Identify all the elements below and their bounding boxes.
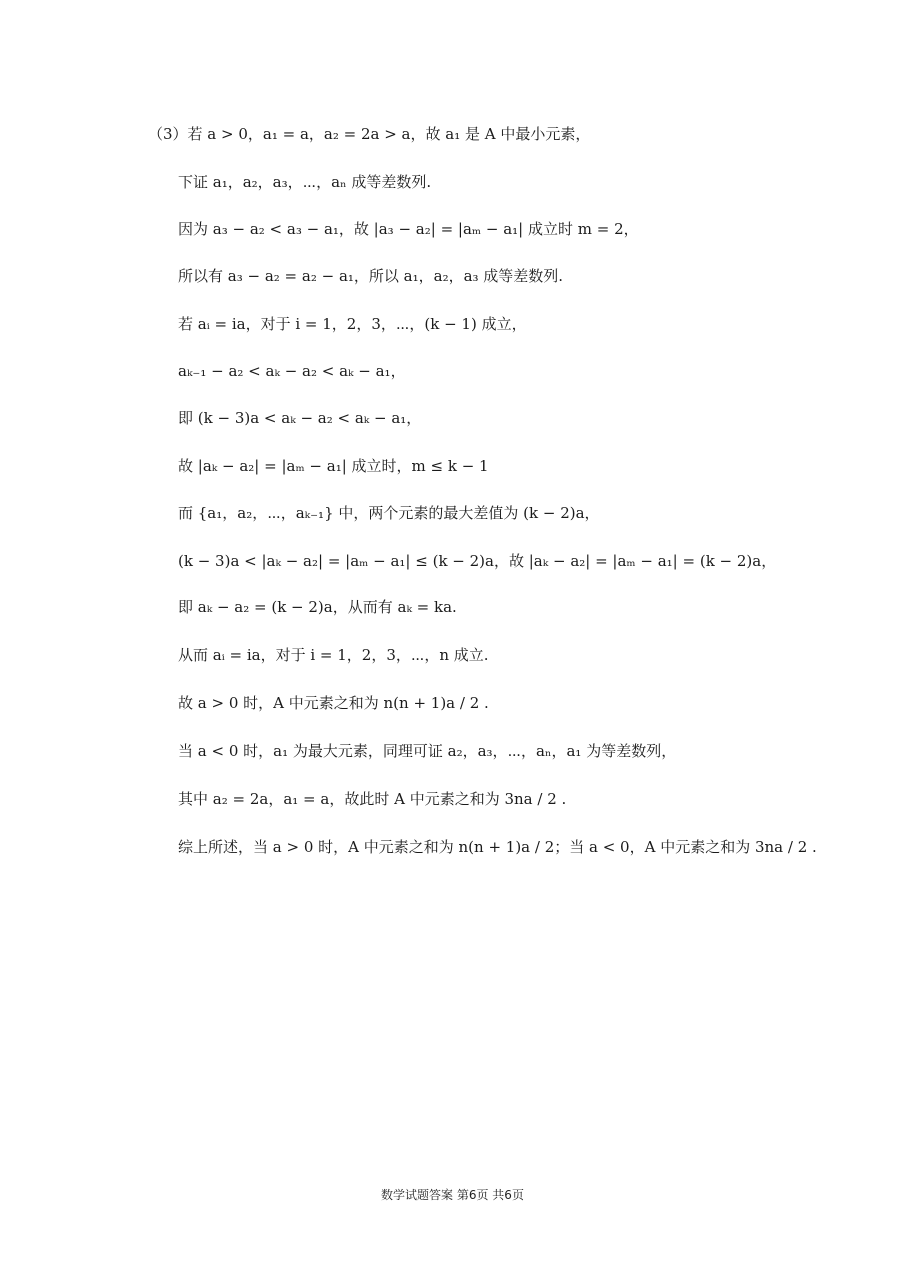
solution-line-6: aₖ₋₁ − a₂ < aₖ − a₂ < aₖ − a₁， <box>178 362 406 380</box>
page-footer: 数学试题答案 第6页 共6页 <box>381 1188 524 1202</box>
solution-line-4: 所以有 a₃ − a₂ = a₂ − a₁，所以 a₁，a₂，a₃ 成等差数列. <box>178 267 564 285</box>
solution-line-8: 故 |aₖ − a₂| = |aₘ − a₁| 成立时，m ≤ k − 1 <box>178 457 489 475</box>
solution-line-14: 当 a < 0 时，a₁ 为最大元素，同理可证 a₂，a₃，⋯，aₙ，a₁ 为等差数列， <box>178 742 677 760</box>
solution-line-2: 下证 a₁，a₂，a₃，⋯，aₙ 成等差数列. <box>178 173 432 191</box>
solution-line-15: 其中 a₂ = 2a，a₁ = a，故此时 A 中元素之和为 3na / 2 . <box>178 790 567 808</box>
solution-line-16: 综上所述，当 a > 0 时，A 中元素之和为 n(n + 1)a / 2；当 a < 0，A 中元素之和为 3na / 2 . <box>178 838 817 856</box>
solution-line-1: （3）若 a > 0，a₁ = a，a₂ = 2a > a，故 a₁ 是 A 中最小元素， <box>148 125 591 143</box>
solution-line-11: 即 aₖ − a₂ = (k − 2)a，从而有 aₖ = ka. <box>178 598 457 616</box>
solution-line-3: 因为 a₃ − a₂ < a₃ − a₁，故 |a₃ − a₂| = |aₘ − a₁| 成立时 m = 2， <box>178 220 639 238</box>
solution-line-9: 而 {a₁，a₂，⋯，aₖ₋₁} 中，两个元素的最大差值为 (k − 2)a， <box>178 504 600 522</box>
solution-line-10: (k − 3)a < |aₖ − a₂| = |aₘ − a₁| ≤ (k − 2)a，故 |aₖ − a₂| = |aₘ − a₁| = (k − 2)a， <box>178 552 777 570</box>
solution-line-13: 故 a > 0 时，A 中元素之和为 n(n + 1)a / 2 . <box>178 694 489 712</box>
solution-line-7: 即 (k − 3)a < aₖ − a₂ < aₖ − a₁， <box>178 409 422 427</box>
solution-line-12: 从而 aᵢ = ia，对于 i = 1，2，3，⋯，n 成立. <box>178 646 489 664</box>
solution-line-5: 若 aᵢ = ia，对于 i = 1，2，3，⋯，(k − 1) 成立， <box>178 315 527 333</box>
